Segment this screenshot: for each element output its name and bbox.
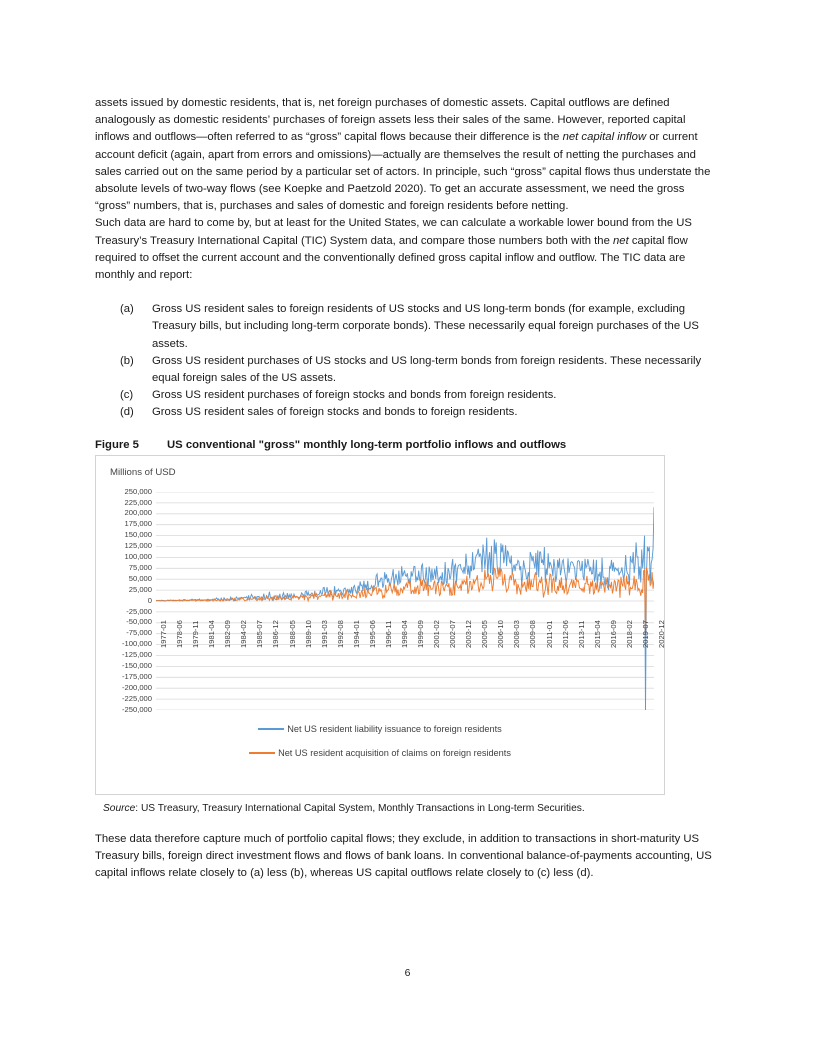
list-item-marker: (b) xyxy=(120,354,134,367)
y-tick-label: 25,000 xyxy=(128,584,152,594)
x-tick-label: 2001-02 xyxy=(432,619,442,648)
paragraph-2-part-b: capital flow required to offset the current account and the conventionally defined gross capital inflow and outflow. The TIC data are monthly and report: xyxy=(95,234,688,282)
x-tick-label: 2019-07 xyxy=(640,619,650,648)
paragraph-2-italic: net xyxy=(613,234,629,247)
list-item-text: Gross US resident purchases of foreign stocks and bonds from foreign residents. xyxy=(152,389,557,402)
y-tick-label: -250,000 xyxy=(122,704,152,714)
x-tick-label: 1978-06 xyxy=(175,619,185,648)
x-tick-label: 2008-03 xyxy=(512,619,522,648)
x-tick-label: 1982-09 xyxy=(223,619,233,648)
list-item-marker: (d) xyxy=(120,406,134,419)
legend-swatch-icon xyxy=(249,752,275,754)
list-item xyxy=(120,387,720,404)
x-tick-label: 2011-01 xyxy=(544,620,554,648)
x-tick-label: 2003-12 xyxy=(464,619,474,648)
x-tick-label: 2002-07 xyxy=(448,619,458,648)
x-tick-label: 1985-07 xyxy=(255,619,265,648)
legend-label: Net US resident liability issuance to foreign residents xyxy=(287,723,502,734)
list-item xyxy=(120,353,720,387)
paragraph-1-part-a: assets issued by domestic residents, that is, net foreign purchases of domestic assets. Capital outflows are defined analogously as domestic residents’ purchases of foreign assets less their sales of the same. However, reported capital inflows and outflows—often referred to as “gross” capital flows because their difference is the xyxy=(95,97,686,144)
y-tick-label: 50,000 xyxy=(128,573,152,583)
x-tick-label: 1998-04 xyxy=(399,619,409,648)
y-tick-label: 200,000 xyxy=(124,508,152,518)
y-tick-label: -175,000 xyxy=(122,671,152,681)
list-item xyxy=(120,301,720,353)
y-tick-label: 125,000 xyxy=(124,541,152,551)
chart-plot-wrapper xyxy=(106,486,666,714)
x-tick-label: 1977-01 xyxy=(159,619,168,648)
y-tick-label: -25,000 xyxy=(126,606,152,616)
figure-caption: US conventional "gross" monthly long-term portfolio inflows and outflows xyxy=(167,438,567,451)
y-tick-label: -100,000 xyxy=(122,639,152,649)
list-item-marker: (a) xyxy=(120,303,134,316)
y-tick-label: -75,000 xyxy=(126,628,152,638)
y-tick-label: 150,000 xyxy=(124,530,152,540)
paragraph-1 xyxy=(95,95,720,215)
list-item-text: Gross US resident sales of foreign stocks and bonds to foreign residents. xyxy=(152,406,518,419)
x-tick-label: 2016-09 xyxy=(608,619,618,648)
chart-y-axis-labels xyxy=(106,486,152,714)
x-tick-label: 1988-05 xyxy=(287,619,297,648)
y-tick-label: -150,000 xyxy=(122,661,152,671)
x-tick-label: 2009-08 xyxy=(528,619,538,648)
y-tick-label: 100,000 xyxy=(124,552,152,562)
legend-entry-series-1 xyxy=(96,724,664,734)
legend-entry-series-2 xyxy=(96,748,664,758)
y-tick-label: -225,000 xyxy=(122,693,152,703)
x-tick-label: 2015-04 xyxy=(592,619,602,648)
paragraph-2 xyxy=(95,215,720,284)
y-tick-label: 0 xyxy=(147,595,152,605)
x-tick-label: 2006-10 xyxy=(496,619,506,648)
x-tick-label: 2005-05 xyxy=(480,619,490,648)
x-tick-label: 1979-11 xyxy=(191,620,201,648)
y-tick-label: 225,000 xyxy=(124,497,152,507)
paragraph-2-part-a: Such data are hard to come by, but at least for the United States, we can calculate a workable lower bound from the US Treasury’s Treasury International Capital (TIC) System data, and compare those numbers both with the xyxy=(95,217,692,247)
x-tick-label: 2012-06 xyxy=(560,619,570,648)
list-item-marker: (c) xyxy=(120,389,134,402)
list-item-text: Gross US resident sales to foreign residents of US stocks and US long-term bonds (for example, excluding Treasury bills, but including long-term corporate bonds). These necessarily equal foreign purchases of the US assets. xyxy=(152,303,699,350)
y-tick-label: 250,000 xyxy=(124,486,152,496)
page-number: 6 xyxy=(404,968,411,979)
paragraph-1-part-b: or current account deficit (again, apart from errors and omissions)—actually are themselves the result of netting the purchases and sales carried out on the same period by a particular set of actors. In principle, such “gross” capital flows thus understate the absolute levels of two-way flows (see Koepke and Paetzold 2020). To get an accurate assessment, we need the gross “gross” numbers, that is, purchases and sales of domestic and foreign residents before netting. xyxy=(95,131,711,213)
chart-y-axis-title: Millions of USD xyxy=(110,466,176,478)
y-tick-label: -200,000 xyxy=(122,682,152,692)
x-tick-label: 1994-01 xyxy=(351,619,361,648)
figure-number: Figure 5 xyxy=(95,438,139,451)
lettered-list xyxy=(95,301,720,421)
paragraph-3: These data therefore capture much of portfolio capital flows; they exclude, in addition to transactions in short-maturity US Treasury bills, foreign direct investment flows and flows of bank loans. In conventional balance-of-payments accounting, US capital inflows relate closely to (a) less (b), whereas US capital outflows relate closely to (c) less (d). xyxy=(95,832,712,880)
paragraph-1-italic: net capital inflow xyxy=(562,131,647,144)
source-label: Source xyxy=(103,802,136,814)
y-tick-label: 175,000 xyxy=(124,519,152,529)
x-tick-label: 1986-12 xyxy=(271,619,281,648)
y-tick-label: 75,000 xyxy=(128,562,152,572)
figure-source xyxy=(95,803,720,814)
x-tick-label: 2018-02 xyxy=(624,619,634,648)
x-tick-label: 1995-06 xyxy=(367,619,377,648)
y-tick-label: -125,000 xyxy=(122,650,152,660)
list-item xyxy=(120,404,720,421)
figure-title xyxy=(95,439,720,451)
list-item-text: Gross US resident purchases of US stocks and US long-term bonds from foreign residents. These necessarily equal foreign sales of the US assets. xyxy=(152,354,702,385)
page-content xyxy=(95,95,720,882)
x-tick-label: 1999-09 xyxy=(416,619,426,648)
chart-container xyxy=(95,455,665,795)
legend-label: Net US resident acquisition of claims on foreign residents xyxy=(278,747,511,758)
legend-swatch-icon xyxy=(258,728,284,730)
x-tick-label: 1989-10 xyxy=(303,619,313,648)
x-tick-label: 2020-12 xyxy=(657,619,666,648)
chart-legend xyxy=(96,724,664,772)
source-text: : US Treasury, Treasury International Capital System, Monthly Transactions in Long-term Securities. xyxy=(135,802,585,814)
x-tick-label: 1996-11 xyxy=(383,620,393,648)
x-tick-label: 2013-11 xyxy=(576,620,586,648)
x-tick-label: 1991-03 xyxy=(319,619,329,648)
y-tick-label: -50,000 xyxy=(126,617,152,627)
x-tick-label: 1992-08 xyxy=(335,619,345,648)
chart-x-axis-labels xyxy=(156,612,666,704)
x-tick-label: 1984-02 xyxy=(239,619,249,648)
x-tick-label: 1981-04 xyxy=(207,619,217,648)
